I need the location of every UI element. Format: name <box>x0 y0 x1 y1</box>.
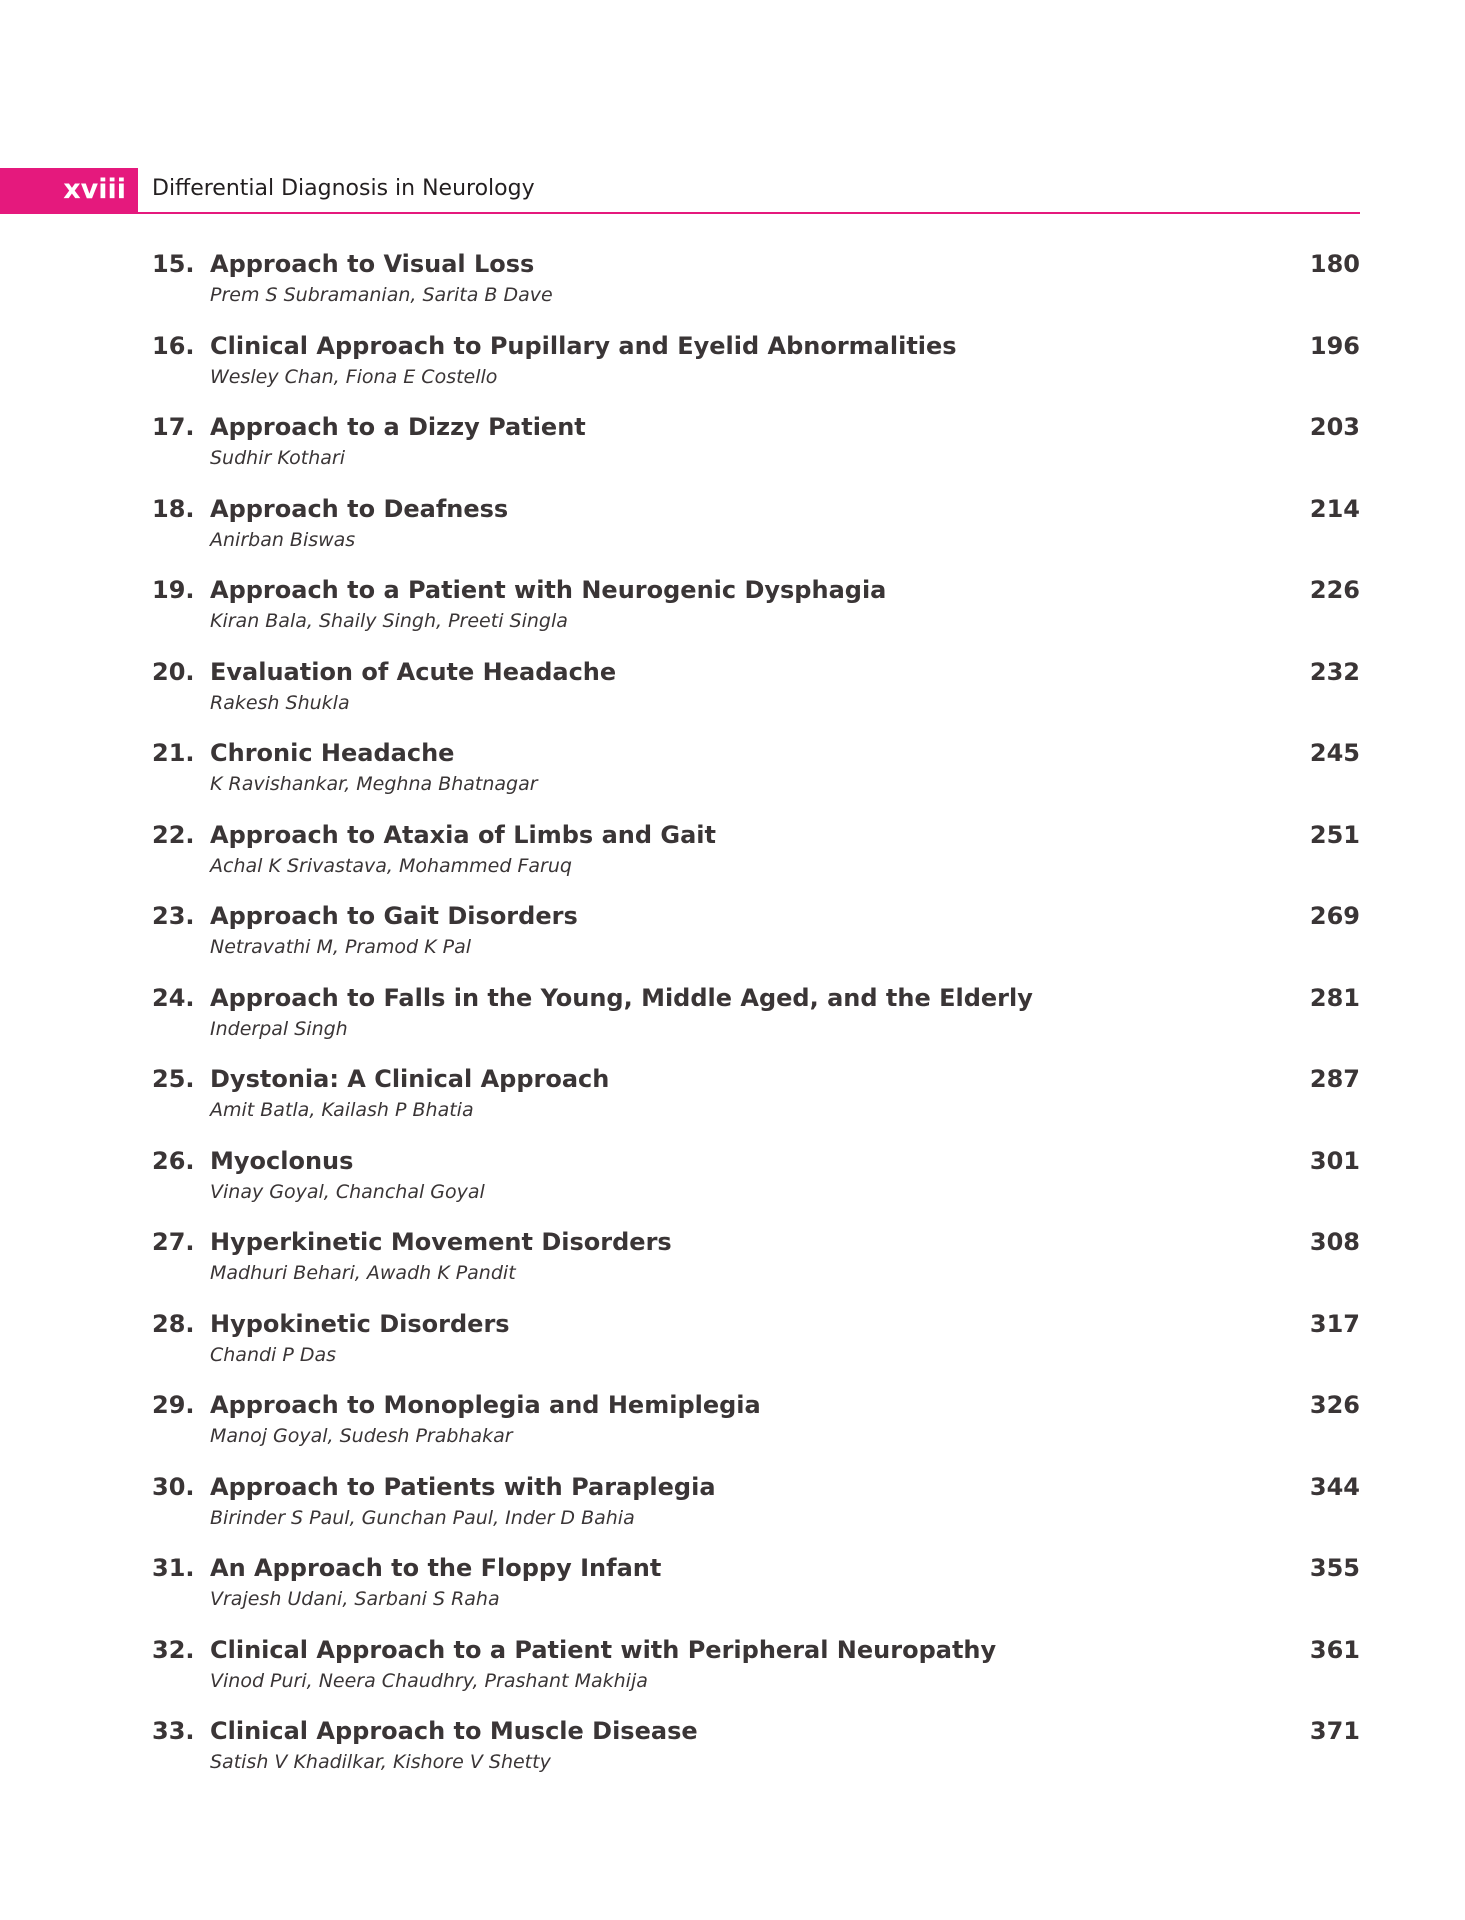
page-folio: xviii <box>0 168 138 212</box>
header-rule <box>0 212 1360 214</box>
toc-entry[interactable] <box>152 1147 1360 1229</box>
chapter-number: 26. <box>152 1146 195 1175</box>
chapter-title[interactable]: Approach to Falls in the Young, Middle Aged, and the Elderly <box>210 983 1033 1012</box>
page-number[interactable]: 317 <box>1309 1309 1360 1338</box>
chapter-title[interactable]: Approach to Gait Disorders <box>210 902 578 930</box>
page-number[interactable]: 232 <box>1309 657 1360 686</box>
page-number[interactable]: 355 <box>1309 1554 1360 1582</box>
chapter-authors: Vinay Goyal, Chanchal Goyal <box>210 1180 485 1203</box>
chapter-number: 28. <box>152 1309 195 1338</box>
chapter-title[interactable]: Dystonia: A Clinical Approach <box>210 1065 610 1093</box>
chapter-title[interactable]: Hypokinetic Disorders <box>210 1309 510 1338</box>
chapter-number: 21. <box>152 739 195 767</box>
chapter-title[interactable]: Clinical Approach to Pupillary and Eyelid Abnormalities <box>210 331 957 360</box>
chapter-title[interactable]: Clinical Approach to Muscle Disease <box>210 1717 698 1745</box>
page-number[interactable]: 287 <box>1309 1065 1360 1093</box>
chapter-authors: Wesley Chan, Fiona E Costello <box>210 365 498 388</box>
chapter-number: 22. <box>152 820 195 849</box>
chapter-number: 29. <box>152 1391 195 1419</box>
toc-entry[interactable] <box>152 1228 1360 1310</box>
chapter-authors: K Ravishankar, Meghna Bhatnagar <box>210 773 538 795</box>
page-number[interactable]: 301 <box>1309 1146 1360 1175</box>
toc-entry[interactable] <box>152 413 1360 495</box>
chapter-authors: Amit Batla, Kailash P Bhatia <box>210 1099 474 1121</box>
toc-entry[interactable] <box>152 1636 1360 1718</box>
chapter-authors: Achal K Srivastava, Mohammed Faruq <box>210 854 572 877</box>
page-number[interactable]: 281 <box>1309 983 1360 1012</box>
chapter-number: 32. <box>152 1635 195 1664</box>
chapter-title[interactable]: Approach to Visual Loss <box>210 250 535 278</box>
chapter-number: 31. <box>152 1554 195 1582</box>
running-title: Differential Diagnosis in Neurology <box>152 176 535 201</box>
chapter-title[interactable]: Myoclonus <box>210 1146 354 1175</box>
chapter-number: 24. <box>152 983 195 1012</box>
toc-entry[interactable] <box>152 902 1360 984</box>
chapter-authors: Chandi P Das <box>210 1343 337 1366</box>
chapter-title[interactable]: Approach to a Dizzy Patient <box>210 413 586 441</box>
page-number[interactable]: 344 <box>1309 1472 1360 1501</box>
chapter-number: 19. <box>152 576 195 604</box>
chapter-title[interactable]: Approach to Patients with Paraplegia <box>210 1472 716 1501</box>
chapter-title[interactable]: Chronic Headache <box>210 739 455 767</box>
toc-entry[interactable] <box>152 495 1360 577</box>
chapter-title[interactable]: Evaluation of Acute Headache <box>210 657 617 686</box>
page-header <box>0 168 1360 214</box>
chapter-number: 25. <box>152 1065 195 1093</box>
chapter-authors: Birinder S Paul, Gunchan Paul, Inder D Bahia <box>210 1506 635 1529</box>
page-number[interactable]: 361 <box>1309 1635 1360 1664</box>
chapter-number: 15. <box>152 250 195 278</box>
chapter-authors: Madhuri Behari, Awadh K Pandit <box>210 1262 516 1284</box>
toc-entry[interactable] <box>152 658 1360 740</box>
toc-entry[interactable] <box>152 250 1360 332</box>
chapter-authors: Vinod Puri, Neera Chaudhry, Prashant Makhija <box>210 1669 648 1692</box>
page-number[interactable]: 214 <box>1309 494 1360 523</box>
chapter-authors: Kiran Bala, Shaily Singh, Preeti Singla <box>210 610 568 632</box>
toc-entry[interactable] <box>152 1554 1360 1636</box>
chapter-title[interactable]: Approach to Ataxia of Limbs and Gait <box>210 820 716 849</box>
chapter-authors: Prem S Subramanian, Sarita B Dave <box>210 284 553 306</box>
toc-entry[interactable] <box>152 332 1360 414</box>
toc-entry[interactable] <box>152 984 1360 1066</box>
chapter-number: 17. <box>152 413 195 441</box>
chapter-authors: Sudhir Kothari <box>210 447 345 469</box>
page-number[interactable]: 196 <box>1309 331 1360 360</box>
page-number[interactable]: 308 <box>1309 1228 1360 1256</box>
page-number[interactable]: 326 <box>1309 1391 1360 1419</box>
chapter-title[interactable]: Approach to Deafness <box>210 494 509 523</box>
toc-entry[interactable] <box>152 1065 1360 1147</box>
toc-entry[interactable] <box>152 576 1360 658</box>
chapter-authors: Anirban Biswas <box>210 528 356 551</box>
chapter-number: 20. <box>152 657 195 686</box>
chapter-title[interactable]: Approach to a Patient with Neurogenic Dysphagia <box>210 576 887 604</box>
table-of-contents <box>152 250 1360 1799</box>
page-number[interactable]: 203 <box>1309 413 1360 441</box>
chapter-authors: Inderpal Singh <box>210 1017 348 1040</box>
chapter-number: 30. <box>152 1472 195 1501</box>
toc-entry[interactable] <box>152 739 1360 821</box>
chapter-title[interactable]: Hyperkinetic Movement Disorders <box>210 1228 672 1256</box>
page-number[interactable]: 371 <box>1309 1717 1360 1745</box>
toc-entry[interactable] <box>152 821 1360 903</box>
page-number[interactable]: 269 <box>1309 902 1360 930</box>
page-number[interactable]: 251 <box>1309 820 1360 849</box>
chapter-authors: Netravathi M, Pramod K Pal <box>210 936 471 958</box>
chapter-authors: Manoj Goyal, Sudesh Prabhakar <box>210 1425 513 1447</box>
chapter-number: 33. <box>152 1717 195 1745</box>
chapter-authors: Satish V Khadilkar, Kishore V Shetty <box>210 1751 551 1773</box>
chapter-authors: Rakesh Shukla <box>210 691 350 714</box>
chapter-title[interactable]: Approach to Monoplegia and Hemiplegia <box>210 1391 761 1419</box>
toc-entry[interactable] <box>152 1717 1360 1799</box>
toc-entry[interactable] <box>152 1473 1360 1555</box>
toc-entry[interactable] <box>152 1310 1360 1392</box>
chapter-number: 27. <box>152 1228 195 1256</box>
chapter-number: 23. <box>152 902 195 930</box>
page-number[interactable]: 245 <box>1309 739 1360 767</box>
chapter-title[interactable]: Clinical Approach to a Patient with Peripheral Neuropathy <box>210 1635 997 1664</box>
toc-entry[interactable] <box>152 1391 1360 1473</box>
chapter-title[interactable]: An Approach to the Floppy Infant <box>210 1554 662 1582</box>
chapter-number: 18. <box>152 494 195 523</box>
chapter-authors: Vrajesh Udani, Sarbani S Raha <box>210 1588 500 1610</box>
chapter-number: 16. <box>152 331 195 360</box>
page-number[interactable]: 226 <box>1309 576 1360 604</box>
page-number[interactable]: 180 <box>1309 250 1360 278</box>
